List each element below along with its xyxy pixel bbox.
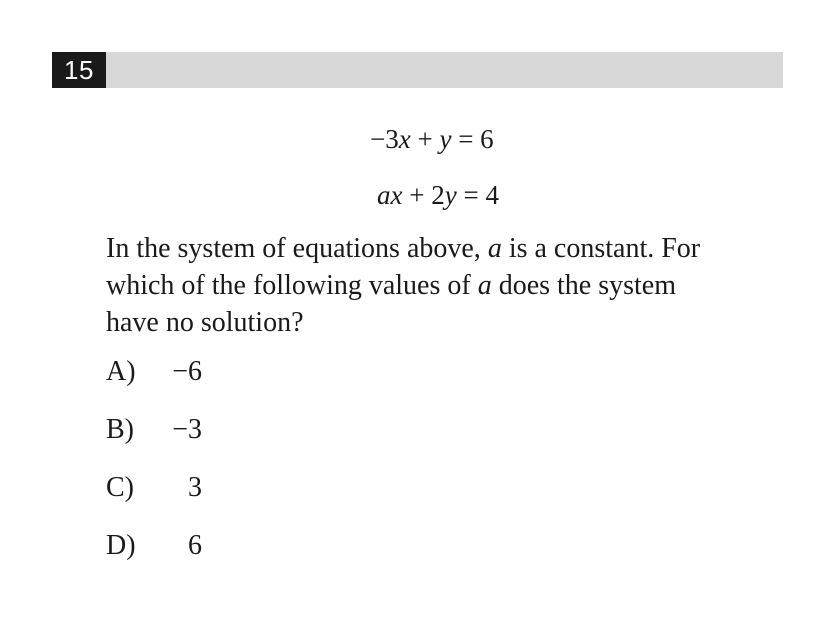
choice-c-value: 3 [188,472,202,503]
prompt-line-1-pre: In the system of equations above, [106,233,488,264]
equation-2 [377,180,499,211]
eq2-coef-y: 2 [431,180,445,210]
choice-a-value: −6 [172,356,202,387]
eq2-var-a: a [377,180,391,210]
choice-d-letter: D) [106,530,136,561]
choice-b-letter: B) [106,414,134,445]
eq2-var-x: x [390,180,403,210]
eq1-plus: + [410,124,440,154]
question-prompt [106,230,796,341]
prompt-line-3: have no solution? [106,307,304,338]
choice-a-letter: A) [106,356,136,387]
prompt-line-1-var: a [487,233,502,264]
choice-c-letter: C) [106,472,134,503]
eq2-rhs: 4 [485,180,499,210]
choice-d-value: 6 [188,530,202,561]
choice-a[interactable] [106,356,202,388]
prompt-line-1-post: is a constant. For [501,233,701,264]
eq1-equals: = [451,124,481,154]
prompt-line-1 [106,230,796,267]
choice-b-value: −3 [172,414,202,445]
choice-b[interactable] [106,414,202,446]
eq2-equals: = [456,180,486,210]
prompt-line-2-pre: which of the following values of [106,270,478,301]
choice-d[interactable] [106,530,202,562]
eq1-var-y: y [439,124,452,154]
eq1-var-x: x [398,124,411,154]
question-number: 15 [52,52,106,88]
eq1-coef-x: −3 [370,124,399,154]
eq2-plus: + [402,180,432,210]
eq2-var-y: y [444,180,457,210]
prompt-line-2-post: does the system [491,270,677,301]
choice-c[interactable] [106,472,202,504]
prompt-line-2-var: a [477,270,492,301]
question-header [52,52,783,88]
header-bar [106,52,783,88]
equation-1 [370,124,494,155]
prompt-line-2 [106,267,796,304]
eq1-rhs: 6 [480,124,494,154]
